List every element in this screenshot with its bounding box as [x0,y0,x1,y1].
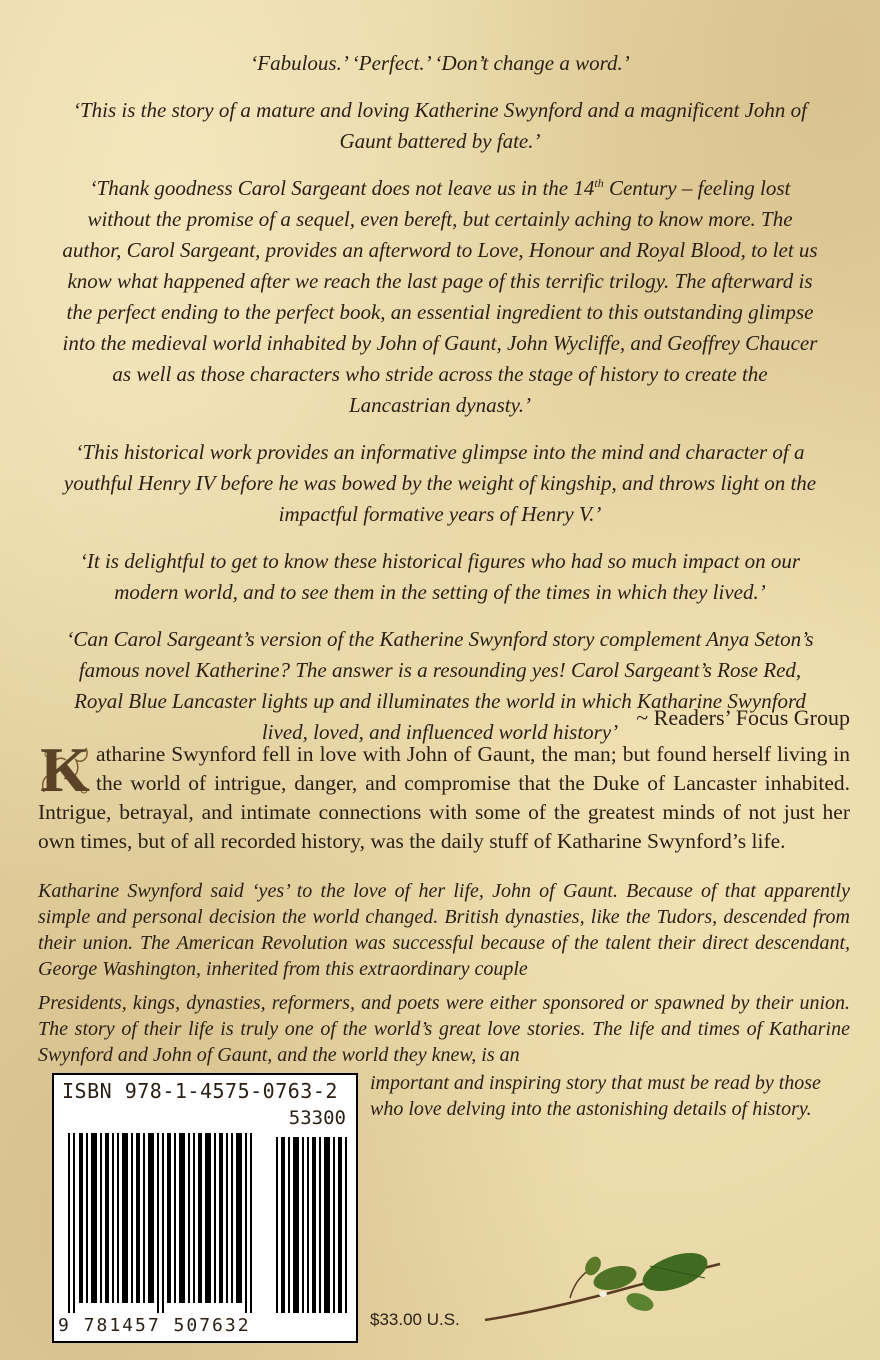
review-quote: ‘This historical work provides an informative glimpse into the mind and character of a youthful Henry IV before he was bowed by the weight of kingship, and throws light on the impactful formative years of Henry V.’ [63,440,817,526]
main-paragraph [38,734,850,856]
review-quotes [60,48,820,764]
ean-bars [68,1133,268,1313]
italic-paragraph-1: Katharine Swynford said ‘yes’ to the love of her life, John of Gaunt. Because of that apparently simple and personal decision the world changed. British dynasties, like the Tudors, descended from their union. The American Revolution was successful because of the talent their direct descendant, George Washington, inherited from this extraordinary couple [38,880,850,980]
review-quote: ‘Fabulous.’ ‘Perfect.’ ‘Don’t change a word.’ [250,51,630,75]
italic-paragraph-2: Presidents, kings, dynasties, reformers, and poets were either sponsored or spawned by their union. The story of their life is truly one of the world’s great love stories. The life and times of Katharine Swynford and John of Gaunt, and the world they knew, is an [38,992,850,1066]
ornate-dropcap [38,734,92,805]
price-code: 53300 [288,1107,346,1129]
price-label: $33.00 U.S. [370,1310,460,1329]
addon-bars [276,1137,350,1313]
isbn-text: ISBN 978-1-4575-0763-2 [62,1079,338,1103]
dropcap-letter: K [40,734,90,805]
barcode-digits: 9 781457 507632 [58,1315,251,1336]
review-quote: ‘This is the story of a mature and loving Katherine Swynford and a magnificent John of Gaunt battered by fate.’ [73,98,807,153]
quote-attribution: ~ Readers’ Focus Group [636,705,850,730]
review-quote: ‘Thank goodness Carol Sargeant does not leave us in the 14th Century – feeling lost without the promise of a sequel, even bereft, but certainly aching to know more. The author, Carol Sargeant, provides an afterword to Love, Honour and Royal Blood, to let us know what happened after we reach the last page of this terrific trilogy. The afterward is the perfect ending to the perfect book, an essential ingredient to this outstanding glimpse into the medieval world inhabited by John of Gaunt, John Wycliffe, and Geoffrey Chaucer as well as those characters who stride across the stage of history to create the Lancastrian dynasty.’ [62,176,818,417]
review-quote: ‘Can Carol Sargeant’s version of the Katherine Swynford story complement Anya Seton’s famous novel Katherine? The answer is a resounding yes! Carol Sargeant’s Rose Red, Royal Blue Lancaster lights up and illuminates the world in which Katharine Swynford lived, loved, and influenced world history’ [66,627,814,744]
rose-sprig-illustration [475,1250,735,1330]
blurb-main [38,734,850,856]
italic-paragraph-3: important and inspiring story that must be read by those who love delving into the astonishing details of history. [370,1072,821,1120]
isbn-barcode [52,1073,358,1343]
main-paragraph-text: atharine Swynford fell in love with John of Gaunt, the man; but found herself living in the world of intrigue, danger, and compromise that the Duke of Lancaster inhabited. Intrigue, betrayal, and intimate connections with some of the greatest minds of not just her own times, but of all recorded history, was the daily stuff of Katharine Swynford’s life. [38,742,850,853]
review-quote: ‘It is delightful to get to know these historical figures who had so much impact on our modern world, and to see them in the setting of the times in which they lived.’ [79,549,801,604]
